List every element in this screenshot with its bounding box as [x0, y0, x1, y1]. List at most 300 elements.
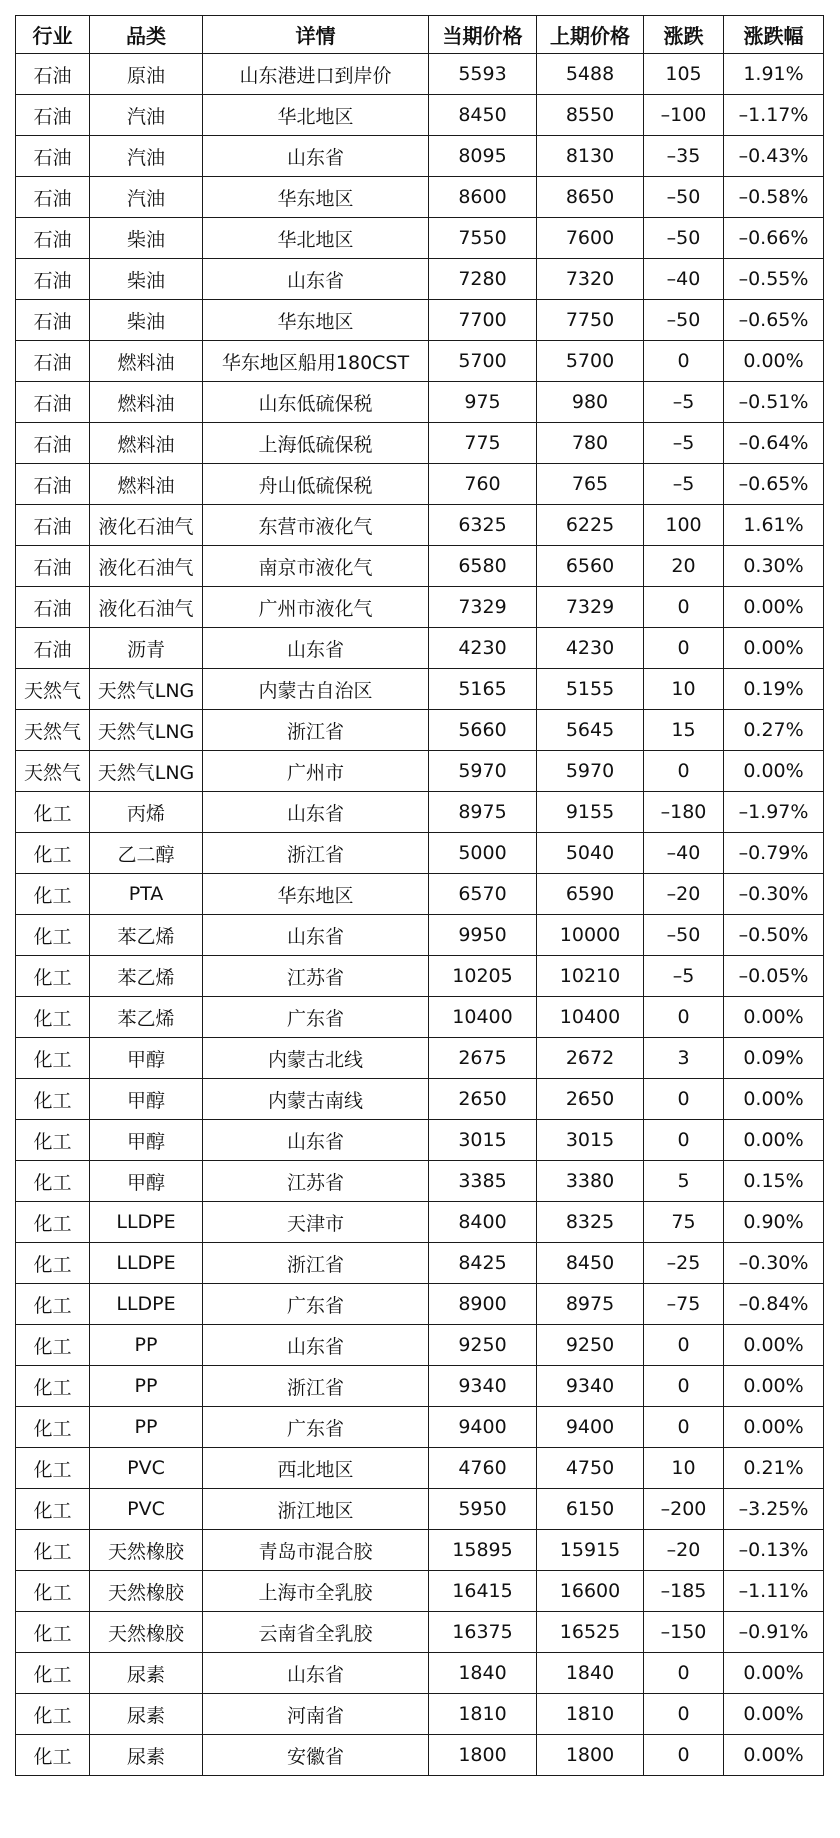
- cell-change-percent: –0.55%: [724, 259, 824, 300]
- cell-detail: 山东省: [203, 1653, 429, 1694]
- cell-detail: 山东省: [203, 136, 429, 177]
- cell-change: –20: [644, 874, 724, 915]
- cell-change-percent: –1.11%: [724, 1571, 824, 1612]
- cell-current-price: 6570: [429, 874, 537, 915]
- cell-change: 0: [644, 587, 724, 628]
- cell-change: –200: [644, 1489, 724, 1530]
- cell-change: 10: [644, 1448, 724, 1489]
- cell-detail: 山东省: [203, 1120, 429, 1161]
- cell-previous-price: 5488: [537, 54, 644, 95]
- cell-detail: 内蒙古南线: [203, 1079, 429, 1120]
- cell-detail: 东营市液化气: [203, 505, 429, 546]
- table-row: [16, 259, 824, 300]
- cell-change-percent: 0.00%: [724, 1653, 824, 1694]
- cell-detail: 内蒙古北线: [203, 1038, 429, 1079]
- cell-current-price: 9340: [429, 1366, 537, 1407]
- cell-current-price: 5970: [429, 751, 537, 792]
- cell-current-price: 2675: [429, 1038, 537, 1079]
- cell-change: 0: [644, 1653, 724, 1694]
- cell-previous-price: 9250: [537, 1325, 644, 1366]
- cell-category: LLDPE: [90, 1202, 203, 1243]
- cell-current-price: 5660: [429, 710, 537, 751]
- header-detail: 详情: [203, 16, 429, 54]
- cell-previous-price: 9155: [537, 792, 644, 833]
- cell-category: 柴油: [90, 300, 203, 341]
- cell-previous-price: 7320: [537, 259, 644, 300]
- table-row: [16, 628, 824, 669]
- table-row: [16, 218, 824, 259]
- cell-industry: 石油: [16, 300, 90, 341]
- cell-category: 尿素: [90, 1694, 203, 1735]
- cell-detail: 浙江省: [203, 833, 429, 874]
- cell-previous-price: 765: [537, 464, 644, 505]
- cell-category: 天然橡胶: [90, 1612, 203, 1653]
- cell-previous-price: 980: [537, 382, 644, 423]
- cell-previous-price: 5970: [537, 751, 644, 792]
- cell-change-percent: –0.65%: [724, 300, 824, 341]
- cell-category: 燃料油: [90, 341, 203, 382]
- cell-category: 柴油: [90, 259, 203, 300]
- cell-current-price: 2650: [429, 1079, 537, 1120]
- cell-change-percent: –0.30%: [724, 1243, 824, 1284]
- table-row: [16, 1653, 824, 1694]
- cell-category: 沥青: [90, 628, 203, 669]
- table-header: [16, 16, 824, 54]
- cell-change-percent: 0.90%: [724, 1202, 824, 1243]
- cell-change: 105: [644, 54, 724, 95]
- cell-industry: 石油: [16, 218, 90, 259]
- table-row: [16, 915, 824, 956]
- cell-category: LLDPE: [90, 1243, 203, 1284]
- cell-category: 燃料油: [90, 464, 203, 505]
- cell-change-percent: 0.00%: [724, 1407, 824, 1448]
- cell-current-price: 10400: [429, 997, 537, 1038]
- cell-change: 20: [644, 546, 724, 587]
- cell-change: –185: [644, 1571, 724, 1612]
- table-row: [16, 1489, 824, 1530]
- cell-previous-price: 10210: [537, 956, 644, 997]
- cell-change-percent: –0.50%: [724, 915, 824, 956]
- cell-current-price: 3385: [429, 1161, 537, 1202]
- table-row: [16, 1038, 824, 1079]
- cell-change: –40: [644, 259, 724, 300]
- cell-detail: 山东低硫保税: [203, 382, 429, 423]
- cell-previous-price: 2650: [537, 1079, 644, 1120]
- cell-current-price: 5950: [429, 1489, 537, 1530]
- header-current-price: 当期价格: [429, 16, 537, 54]
- table-row: [16, 423, 824, 464]
- cell-change: –5: [644, 464, 724, 505]
- cell-change-percent: –0.51%: [724, 382, 824, 423]
- cell-change-percent: 1.91%: [724, 54, 824, 95]
- cell-previous-price: 9400: [537, 1407, 644, 1448]
- cell-change-percent: –3.25%: [724, 1489, 824, 1530]
- cell-previous-price: 3015: [537, 1120, 644, 1161]
- cell-industry: 石油: [16, 628, 90, 669]
- cell-change-percent: –0.91%: [724, 1612, 824, 1653]
- cell-industry: 石油: [16, 423, 90, 464]
- cell-current-price: 760: [429, 464, 537, 505]
- cell-change-percent: 0.00%: [724, 341, 824, 382]
- cell-change-percent: 0.27%: [724, 710, 824, 751]
- cell-current-price: 16375: [429, 1612, 537, 1653]
- cell-industry: 化工: [16, 1735, 90, 1776]
- cell-current-price: 9400: [429, 1407, 537, 1448]
- cell-current-price: 9950: [429, 915, 537, 956]
- cell-category: 尿素: [90, 1653, 203, 1694]
- cell-current-price: 775: [429, 423, 537, 464]
- cell-change-percent: 0.19%: [724, 669, 824, 710]
- cell-change: –40: [644, 833, 724, 874]
- cell-current-price: 8450: [429, 95, 537, 136]
- cell-industry: 化工: [16, 1612, 90, 1653]
- cell-change: –180: [644, 792, 724, 833]
- cell-industry: 化工: [16, 1407, 90, 1448]
- cell-change-percent: –0.66%: [724, 218, 824, 259]
- cell-industry: 石油: [16, 505, 90, 546]
- cell-detail: 广东省: [203, 1407, 429, 1448]
- cell-previous-price: 1840: [537, 1653, 644, 1694]
- cell-detail: 江苏省: [203, 1161, 429, 1202]
- cell-current-price: 4760: [429, 1448, 537, 1489]
- cell-current-price: 10205: [429, 956, 537, 997]
- cell-detail: 西北地区: [203, 1448, 429, 1489]
- cell-detail: 广州市液化气: [203, 587, 429, 628]
- cell-change: –25: [644, 1243, 724, 1284]
- cell-change: –75: [644, 1284, 724, 1325]
- cell-current-price: 9250: [429, 1325, 537, 1366]
- cell-previous-price: 8550: [537, 95, 644, 136]
- cell-category: 甲醇: [90, 1120, 203, 1161]
- cell-category: 尿素: [90, 1735, 203, 1776]
- header-row: [16, 16, 824, 54]
- table-row: [16, 54, 824, 95]
- cell-previous-price: 8975: [537, 1284, 644, 1325]
- cell-industry: 化工: [16, 874, 90, 915]
- cell-change-percent: –0.84%: [724, 1284, 824, 1325]
- cell-change: –50: [644, 177, 724, 218]
- cell-industry: 石油: [16, 95, 90, 136]
- table-row: [16, 1448, 824, 1489]
- cell-industry: 石油: [16, 259, 90, 300]
- cell-detail: 华东地区: [203, 300, 429, 341]
- cell-detail: 安徽省: [203, 1735, 429, 1776]
- cell-industry: 化工: [16, 1448, 90, 1489]
- cell-change-percent: –0.30%: [724, 874, 824, 915]
- cell-change-percent: –0.58%: [724, 177, 824, 218]
- cell-industry: 化工: [16, 1489, 90, 1530]
- cell-industry: 石油: [16, 54, 90, 95]
- cell-previous-price: 5645: [537, 710, 644, 751]
- cell-previous-price: 5040: [537, 833, 644, 874]
- cell-previous-price: 8325: [537, 1202, 644, 1243]
- table-row: [16, 1735, 824, 1776]
- cell-category: 丙烯: [90, 792, 203, 833]
- cell-industry: 化工: [16, 1038, 90, 1079]
- cell-previous-price: 4230: [537, 628, 644, 669]
- cell-change: 0: [644, 1694, 724, 1735]
- cell-category: 燃料油: [90, 423, 203, 464]
- cell-detail: 上海低硫保税: [203, 423, 429, 464]
- cell-category: 天然橡胶: [90, 1530, 203, 1571]
- cell-category: 汽油: [90, 177, 203, 218]
- cell-industry: 石油: [16, 587, 90, 628]
- cell-detail: 河南省: [203, 1694, 429, 1735]
- table-row: [16, 1120, 824, 1161]
- cell-current-price: 5700: [429, 341, 537, 382]
- table-row: [16, 956, 824, 997]
- cell-current-price: 7329: [429, 587, 537, 628]
- cell-change: 3: [644, 1038, 724, 1079]
- table-row: [16, 382, 824, 423]
- cell-detail: 华东地区: [203, 874, 429, 915]
- cell-change: 15: [644, 710, 724, 751]
- cell-change-percent: 0.00%: [724, 1079, 824, 1120]
- cell-current-price: 8095: [429, 136, 537, 177]
- cell-category: PTA: [90, 874, 203, 915]
- cell-previous-price: 7329: [537, 587, 644, 628]
- cell-change-percent: 0.00%: [724, 997, 824, 1038]
- table-row: [16, 1079, 824, 1120]
- cell-change: 0: [644, 1366, 724, 1407]
- cell-change: –50: [644, 300, 724, 341]
- cell-detail: 南京市液化气: [203, 546, 429, 587]
- cell-change: –5: [644, 382, 724, 423]
- cell-detail: 内蒙古自治区: [203, 669, 429, 710]
- price-table: [15, 15, 824, 1776]
- cell-change-percent: 0.00%: [724, 751, 824, 792]
- cell-category: 液化石油气: [90, 587, 203, 628]
- cell-previous-price: 10400: [537, 997, 644, 1038]
- cell-category: PP: [90, 1325, 203, 1366]
- cell-detail: 广州市: [203, 751, 429, 792]
- header-change-percent: 涨跌幅: [724, 16, 824, 54]
- table-row: [16, 1161, 824, 1202]
- cell-category: 液化石油气: [90, 505, 203, 546]
- cell-category: PVC: [90, 1448, 203, 1489]
- cell-previous-price: 16600: [537, 1571, 644, 1612]
- table-row: [16, 751, 824, 792]
- cell-current-price: 7550: [429, 218, 537, 259]
- table-row: [16, 669, 824, 710]
- cell-detail: 华东地区: [203, 177, 429, 218]
- cell-category: 甲醇: [90, 1079, 203, 1120]
- cell-change: 10: [644, 669, 724, 710]
- table-row: [16, 464, 824, 505]
- table-row: [16, 1284, 824, 1325]
- table-row: [16, 1366, 824, 1407]
- cell-detail: 山东省: [203, 259, 429, 300]
- cell-previous-price: 15915: [537, 1530, 644, 1571]
- cell-industry: 石油: [16, 177, 90, 218]
- cell-current-price: 4230: [429, 628, 537, 669]
- cell-category: 液化石油气: [90, 546, 203, 587]
- cell-category: 甲醇: [90, 1161, 203, 1202]
- cell-category: 原油: [90, 54, 203, 95]
- cell-current-price: 1810: [429, 1694, 537, 1735]
- table-row: [16, 710, 824, 751]
- cell-previous-price: 6150: [537, 1489, 644, 1530]
- cell-category: PP: [90, 1407, 203, 1448]
- cell-detail: 舟山低硫保税: [203, 464, 429, 505]
- cell-change-percent: 0.09%: [724, 1038, 824, 1079]
- cell-previous-price: 10000: [537, 915, 644, 956]
- cell-change: 0: [644, 628, 724, 669]
- cell-previous-price: 1800: [537, 1735, 644, 1776]
- cell-detail: 广东省: [203, 997, 429, 1038]
- cell-change-percent: 0.15%: [724, 1161, 824, 1202]
- cell-category: 乙二醇: [90, 833, 203, 874]
- table-row: [16, 1571, 824, 1612]
- table-body: [16, 54, 824, 1776]
- cell-category: 柴油: [90, 218, 203, 259]
- cell-category: 苯乙烯: [90, 997, 203, 1038]
- cell-change: –5: [644, 956, 724, 997]
- cell-category: 甲醇: [90, 1038, 203, 1079]
- cell-change-percent: –0.43%: [724, 136, 824, 177]
- cell-previous-price: 2672: [537, 1038, 644, 1079]
- cell-previous-price: 3380: [537, 1161, 644, 1202]
- cell-change: 75: [644, 1202, 724, 1243]
- cell-change-percent: 1.61%: [724, 505, 824, 546]
- table-row: [16, 997, 824, 1038]
- cell-industry: 石油: [16, 341, 90, 382]
- cell-current-price: 7280: [429, 259, 537, 300]
- table-row: [16, 1325, 824, 1366]
- table-row: [16, 792, 824, 833]
- cell-industry: 化工: [16, 956, 90, 997]
- cell-current-price: 6580: [429, 546, 537, 587]
- cell-change: –100: [644, 95, 724, 136]
- cell-industry: 化工: [16, 792, 90, 833]
- cell-change-percent: 0.00%: [724, 1735, 824, 1776]
- cell-previous-price: 6560: [537, 546, 644, 587]
- cell-detail: 江苏省: [203, 956, 429, 997]
- cell-industry: 化工: [16, 1530, 90, 1571]
- cell-industry: 化工: [16, 1571, 90, 1612]
- cell-industry: 天然气: [16, 669, 90, 710]
- cell-change-percent: 0.00%: [724, 628, 824, 669]
- cell-change: –20: [644, 1530, 724, 1571]
- cell-detail: 青岛市混合胶: [203, 1530, 429, 1571]
- cell-current-price: 5165: [429, 669, 537, 710]
- cell-detail: 浙江地区: [203, 1489, 429, 1530]
- cell-industry: 化工: [16, 1366, 90, 1407]
- cell-detail: 华北地区: [203, 95, 429, 136]
- table-row: [16, 300, 824, 341]
- cell-category: 天然橡胶: [90, 1571, 203, 1612]
- cell-previous-price: 8450: [537, 1243, 644, 1284]
- cell-industry: 天然气: [16, 710, 90, 751]
- cell-change: 0: [644, 341, 724, 382]
- cell-current-price: 8975: [429, 792, 537, 833]
- cell-change: 0: [644, 1325, 724, 1366]
- cell-category: 天然气LNG: [90, 710, 203, 751]
- cell-change: –50: [644, 915, 724, 956]
- table-row: [16, 1202, 824, 1243]
- table-row: [16, 95, 824, 136]
- cell-detail: 山东省: [203, 915, 429, 956]
- cell-industry: 化工: [16, 1325, 90, 1366]
- cell-detail: 浙江省: [203, 1243, 429, 1284]
- cell-detail: 浙江省: [203, 1366, 429, 1407]
- cell-change-percent: –0.13%: [724, 1530, 824, 1571]
- header-previous-price: 上期价格: [537, 16, 644, 54]
- cell-industry: 石油: [16, 546, 90, 587]
- cell-industry: 化工: [16, 1653, 90, 1694]
- cell-industry: 化工: [16, 1284, 90, 1325]
- cell-current-price: 5000: [429, 833, 537, 874]
- cell-current-price: 8400: [429, 1202, 537, 1243]
- cell-change-percent: –1.97%: [724, 792, 824, 833]
- cell-industry: 化工: [16, 1243, 90, 1284]
- cell-detail: 华北地区: [203, 218, 429, 259]
- cell-previous-price: 6225: [537, 505, 644, 546]
- cell-category: 汽油: [90, 136, 203, 177]
- cell-current-price: 5593: [429, 54, 537, 95]
- cell-current-price: 7700: [429, 300, 537, 341]
- cell-change-percent: 0.00%: [724, 587, 824, 628]
- cell-category: LLDPE: [90, 1284, 203, 1325]
- cell-detail: 上海市全乳胶: [203, 1571, 429, 1612]
- cell-detail: 山东港进口到岸价: [203, 54, 429, 95]
- table-row: [16, 1612, 824, 1653]
- cell-industry: 化工: [16, 1079, 90, 1120]
- cell-change-percent: 0.00%: [724, 1120, 824, 1161]
- cell-category: 天然气LNG: [90, 751, 203, 792]
- cell-industry: 石油: [16, 136, 90, 177]
- cell-change-percent: 0.21%: [724, 1448, 824, 1489]
- cell-change: 0: [644, 751, 724, 792]
- cell-current-price: 8900: [429, 1284, 537, 1325]
- cell-current-price: 3015: [429, 1120, 537, 1161]
- cell-change-percent: –1.17%: [724, 95, 824, 136]
- cell-previous-price: 7600: [537, 218, 644, 259]
- cell-previous-price: 6590: [537, 874, 644, 915]
- table-row: [16, 874, 824, 915]
- table-row: [16, 1243, 824, 1284]
- cell-current-price: 16415: [429, 1571, 537, 1612]
- cell-current-price: 8600: [429, 177, 537, 218]
- cell-detail: 天津市: [203, 1202, 429, 1243]
- cell-industry: 化工: [16, 997, 90, 1038]
- cell-industry: 化工: [16, 1161, 90, 1202]
- cell-category: 苯乙烯: [90, 915, 203, 956]
- cell-industry: 化工: [16, 1202, 90, 1243]
- table-row: [16, 136, 824, 177]
- cell-change-percent: 0.30%: [724, 546, 824, 587]
- table-row: [16, 1530, 824, 1571]
- cell-industry: 化工: [16, 1120, 90, 1161]
- cell-detail: 云南省全乳胶: [203, 1612, 429, 1653]
- cell-current-price: 1840: [429, 1653, 537, 1694]
- cell-current-price: 975: [429, 382, 537, 423]
- cell-change-percent: –0.65%: [724, 464, 824, 505]
- cell-detail: 华东地区船用180CST: [203, 341, 429, 382]
- cell-change: –5: [644, 423, 724, 464]
- cell-previous-price: 4750: [537, 1448, 644, 1489]
- cell-change: 0: [644, 1407, 724, 1448]
- cell-change: 0: [644, 997, 724, 1038]
- cell-current-price: 1800: [429, 1735, 537, 1776]
- cell-change: 100: [644, 505, 724, 546]
- cell-previous-price: 5700: [537, 341, 644, 382]
- cell-detail: 广东省: [203, 1284, 429, 1325]
- cell-previous-price: 5155: [537, 669, 644, 710]
- cell-detail: 浙江省: [203, 710, 429, 751]
- cell-previous-price: 9340: [537, 1366, 644, 1407]
- cell-change-percent: 0.00%: [724, 1694, 824, 1735]
